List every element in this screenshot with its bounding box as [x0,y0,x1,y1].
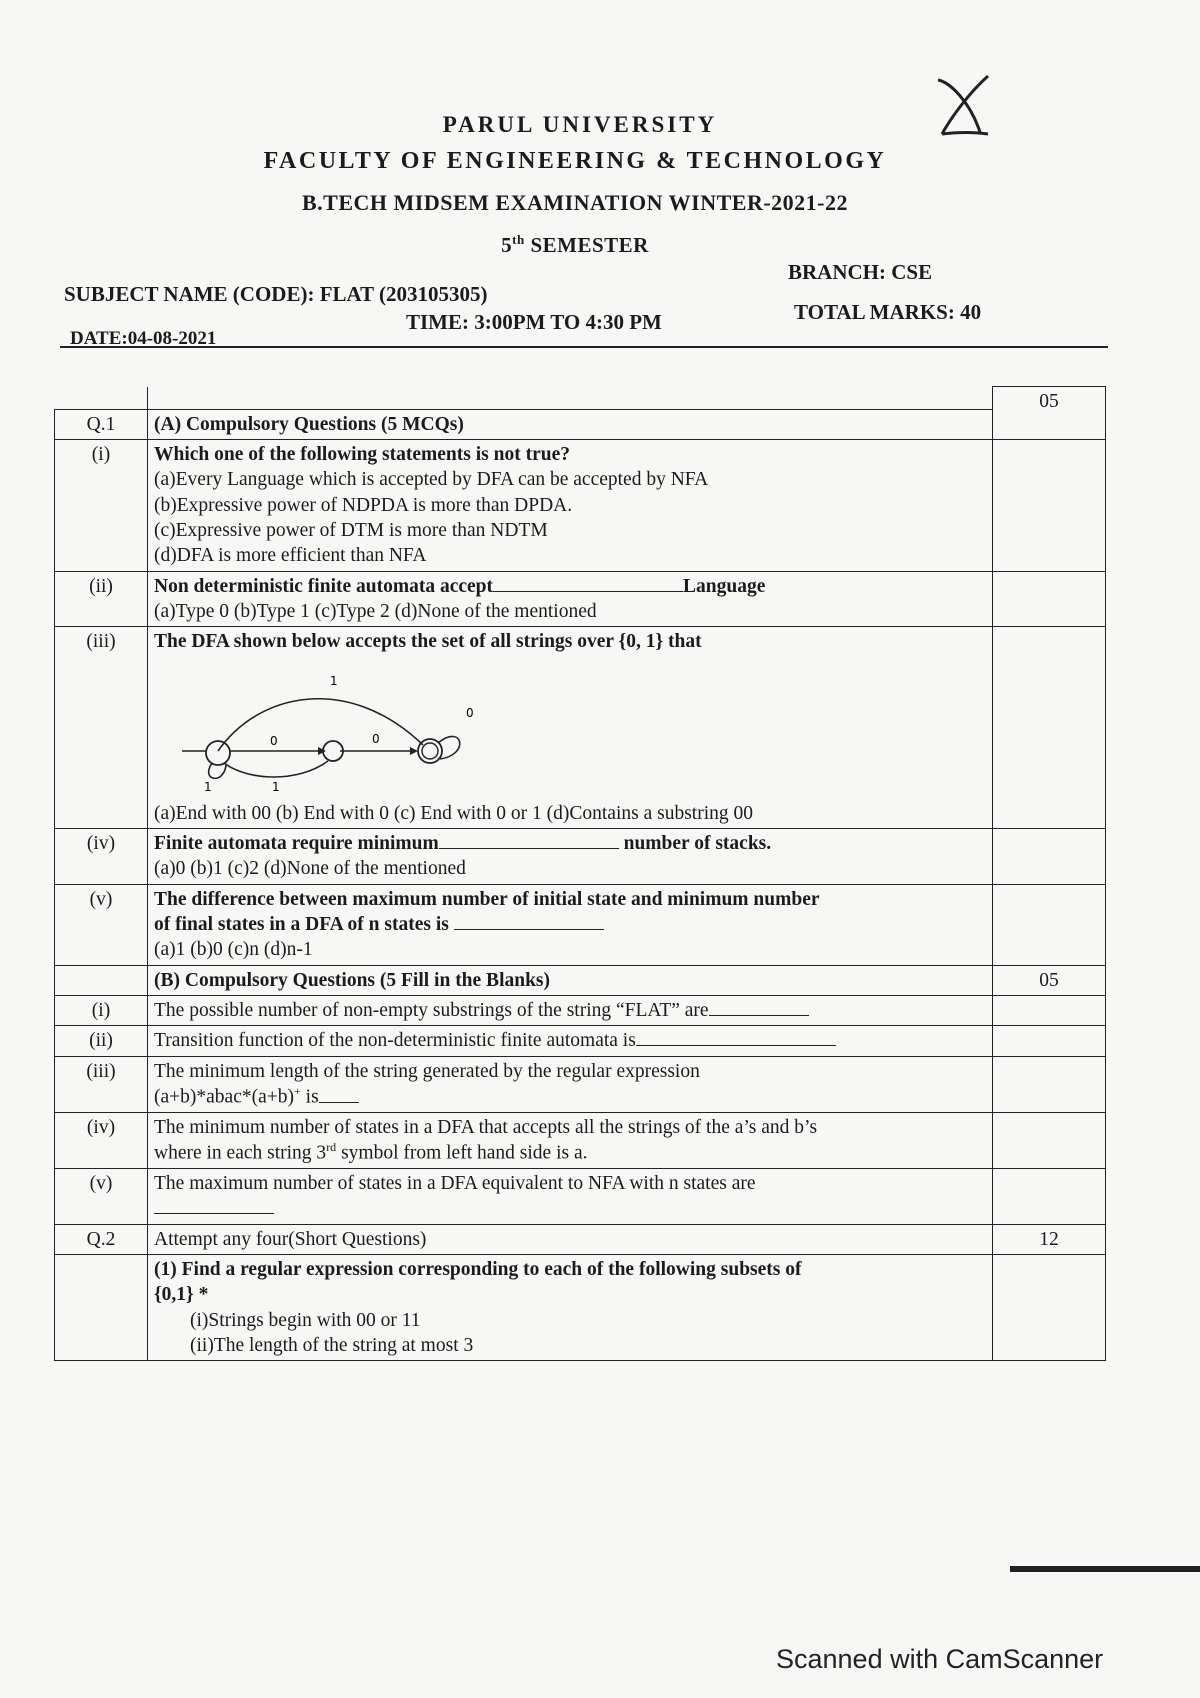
table-row [55,996,1106,1026]
dfa-diagram [178,663,518,793]
question-text: The maximum number of states in a DFA equivalent to NFA with n states are [154,1173,756,1195]
mcq-number: (v) [55,884,148,965]
fib-number: (ii) [55,1026,148,1056]
table-row [55,627,1106,829]
mcq-options: (a)Type 0 (b)Type 1 (c)Type 2 (d)None of the mentioned [154,600,597,622]
mcq-2 [148,571,993,627]
semester-suffix: th [512,232,525,247]
state-q0 [206,741,230,765]
answer-blank [154,1196,986,1221]
mcq-3 [148,627,993,829]
q2-title: Attempt any four(Short Questions) [148,1224,993,1254]
mcq-number: (iv) [55,828,148,884]
table-row [55,409,1106,439]
answer-blank [636,1045,836,1046]
question-text: number of stacks. [623,832,772,854]
subject-name: SUBJECT NAME (CODE): FLAT (203105305) [64,282,488,306]
mcq-question [154,912,986,937]
semester-word: SEMESTER [524,233,649,257]
fib-number: (v) [55,1169,148,1225]
scan-artifact [1010,1566,1200,1572]
section-a-marks: 05 [993,387,1106,440]
fib-question [148,996,993,1026]
total-marks: TOTAL MARKS: 40 [794,300,982,324]
mcq-options: (a)1 (b)0 (c)n (d)n-1 [154,939,313,961]
mcq-option: (b)Expressive power of NDPDA is more than DPDA. [154,494,573,516]
mcq-question: Which one of the following statements is not true? [154,443,570,465]
dfa-label: 0 [466,705,474,720]
mcq-question [154,831,986,856]
question-text: Non deterministic finite automata accept [154,575,494,597]
faculty-name: FACULTY OF ENGINEERING & TECHNOLOGY [263,148,887,174]
question-text: {0,1} * [154,1284,209,1306]
section-b-marks: 05 [993,965,1106,995]
answer-blank [439,848,619,849]
fib-question [148,1026,993,1056]
answer-blank [454,929,604,930]
fib-question [148,1169,993,1225]
mcq-option: (c)Expressive power of DTM is more than NDTM [154,519,548,541]
question-text: Transition function of the non-deterministic finite automata is [154,1030,636,1052]
question-text: The possible number of non-empty substrings of the string “FLAT” are [154,1000,709,1021]
table-row [55,884,1106,965]
dfa-label: 0 [270,733,278,748]
mcq-question [154,574,986,599]
mcq-5 [148,884,993,965]
answer-blank [319,1102,359,1103]
exam-date: DATE:04-08-2021 [70,328,217,349]
table-row [55,1224,1106,1254]
dfa-label: 1 [330,673,338,688]
semester-number: 5 [501,233,513,257]
table-row [55,828,1106,884]
answer-blank [493,591,683,592]
university-name: PARUL UNIVERSITY [442,112,718,137]
table-row-marks-a [55,387,1106,410]
fib-number: (i) [55,996,148,1026]
question-text: The minimum number of states in a DFA that accepts all the strings of the a’s and b’s [154,1116,818,1138]
branch-label: BRANCH: CSE [788,260,933,284]
sub-question: (ii)The length of the string at most 3 [190,1335,474,1357]
question-text: Finite automata require minimum [154,832,439,854]
dfa-label: 0 [372,731,380,746]
table-row [55,571,1106,627]
section-a-title: (A) Compulsory Questions (5 MCQs) [148,409,993,439]
mcq-option: (d)DFA is more efficient than NFA [154,545,427,567]
question-text: The minimum length of the string generated by the regular expression [154,1060,700,1082]
question-text: of final states in a DFA of n states is [154,913,449,935]
question-text: where in each string 3rd symbol from left hand side is a. [154,1140,588,1164]
question-text: (1) Find a regular expression corresponding to each of the following subsets of [154,1259,802,1281]
dfa-label: 1 [204,779,212,793]
fib-question [148,1056,993,1112]
fib-question [148,1112,993,1168]
question-text: (a+b)*abac*(a+b)+ is [154,1084,986,1110]
mcq-options: (a)0 (b)1 (c)2 (d)None of the mentioned [154,858,466,880]
mcq-options: (a)End with 00 (b) End with 0 (c) End with 0 or 1 (d)Contains a substring 00 [154,802,753,824]
scanner-watermark: Scanned with CamScanner [776,1644,1104,1674]
table-row [55,1056,1106,1112]
mcq-number: (iii) [55,627,148,829]
table-row [55,1026,1106,1056]
mcq-question: The difference between maximum number of initial state and minimum number [154,888,820,910]
table-row [55,439,1106,571]
q2-marks: 12 [993,1224,1106,1254]
fib-number: (iii) [55,1056,148,1112]
mcq-number: (ii) [55,571,148,627]
fib-number: (iv) [55,1112,148,1168]
exam-title: B.TECH MIDSEM EXAMINATION WINTER-2021-22 [301,190,848,215]
q2-number: Q.2 [55,1224,148,1254]
table-row [55,1255,1106,1361]
mcq-question: The DFA shown below accepts the set of all strings over {0, 1} that [154,631,702,653]
semester-label [0,232,1150,258]
answer-blank [709,1015,809,1016]
mcq-option: (a)Every Language which is accepted by DFA can be accepted by NFA [154,469,709,491]
dfa-label: 1 [272,779,280,793]
section-b-title: (B) Compulsory Questions (5 Fill in the Blanks) [148,965,993,995]
q1-number: Q.1 [55,409,148,439]
q2-question-1 [148,1255,993,1361]
table-row [55,1169,1106,1225]
mcq-number: (i) [55,439,148,571]
mcq-1 [148,439,993,571]
exam-time: TIME: 3:00PM TO 4:30 PM [406,310,662,334]
table-row [55,1112,1106,1168]
table-row [55,965,1106,995]
header-divider [60,346,1108,348]
question-text: Language [683,575,766,597]
question-table [54,386,1106,1361]
mcq-4 [148,828,993,884]
sub-question: (i)Strings begin with 00 or 11 [190,1309,421,1331]
